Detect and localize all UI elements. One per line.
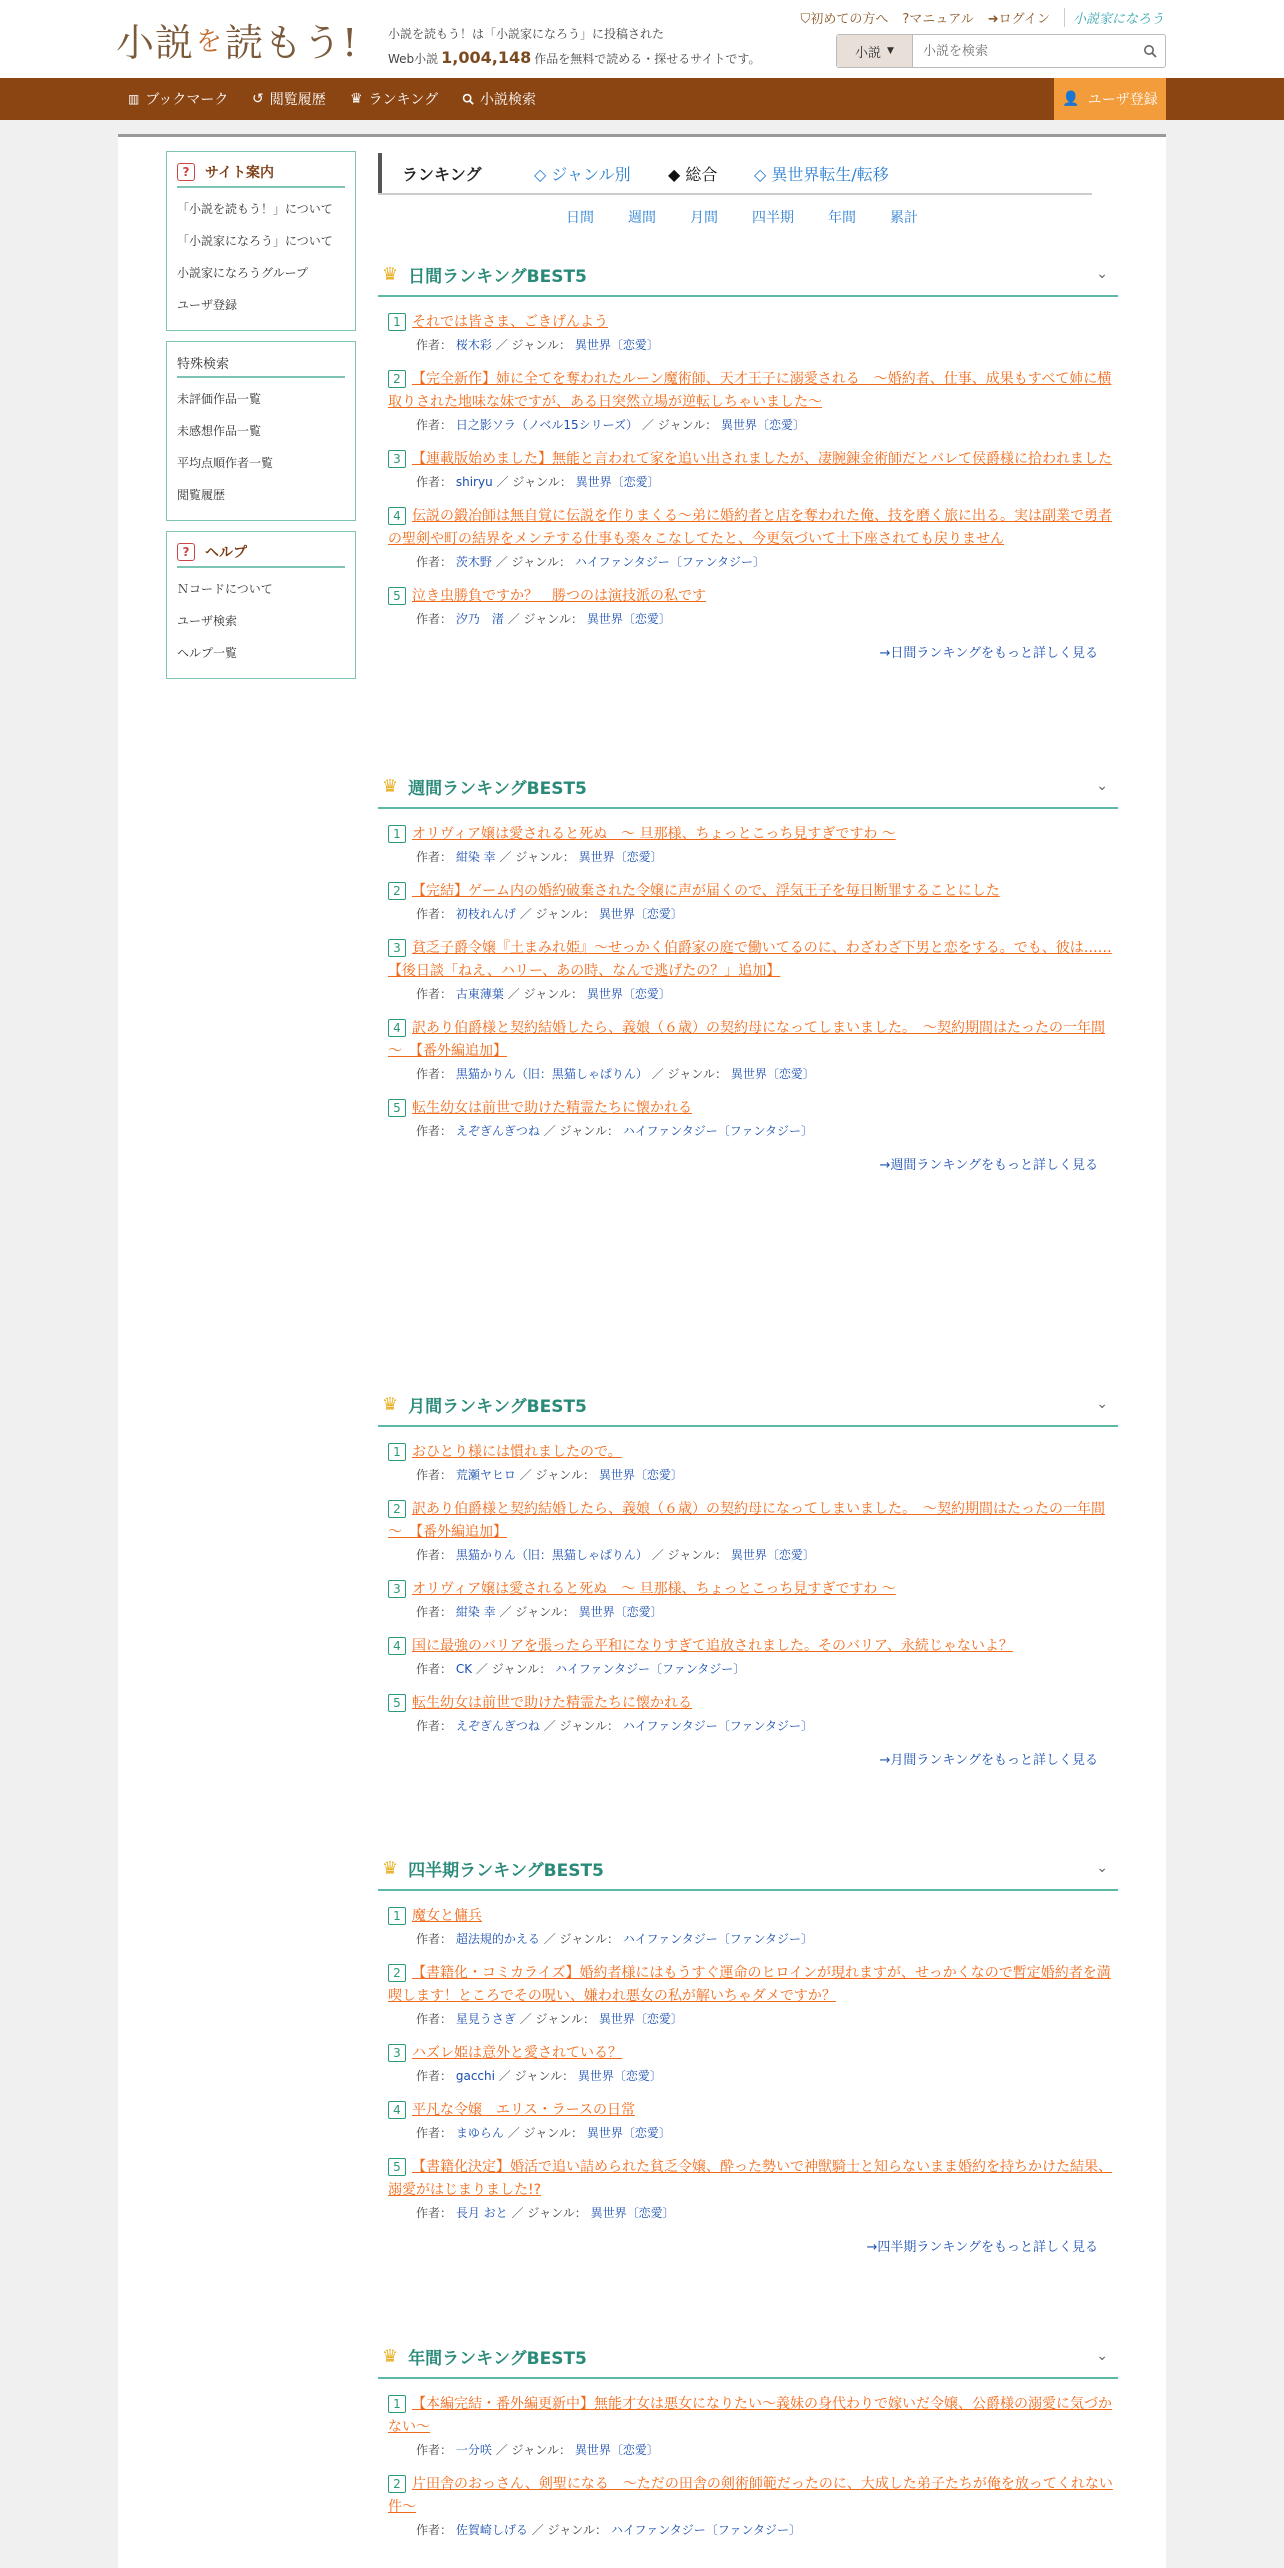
separator: ／ [499,850,512,864]
author-label: 作者： [416,2012,453,2026]
author-link[interactable]: 黒猫かりん（旧：黒猫しゃぱりん） [455,1067,648,1081]
list-item [388,1578,1118,1623]
search-input[interactable] [913,35,1135,67]
list-item [388,2099,1118,2144]
author-link[interactable]: shiryu [455,475,493,489]
author-link[interactable]: 日之影ソラ（ノベル15シリーズ） [455,418,639,432]
genre-link[interactable]: 異世界〔恋愛〕 [574,2443,659,2457]
list-item [388,2393,1118,2461]
separator: ／ [495,555,508,569]
genre-link[interactable]: 異世界〔恋愛〕 [598,2012,683,2026]
novel-title-link[interactable]: 訳あり伯爵様と契約結婚したら、義娘（６歳）の契約母になってしまいました。 ～契約期間はたったの一年間～ 【番外編追加】 [388,1020,1105,1059]
separator: ／ [511,2206,524,2220]
rank-number: 2 [388,2475,406,2493]
author-link[interactable]: まゆらん [455,2126,504,2140]
list-item [388,505,1118,573]
site-header [0,0,1284,78]
author-label: 作者： [416,2443,453,2457]
genre-label: ジャンル： [667,1067,727,1081]
login-icon: ➜ [987,12,999,27]
sidebar-item-register[interactable]: ユーザ登録 [177,297,238,312]
more-link[interactable]: →週間ランキングをもっと詳しく見る [879,1158,1098,1173]
bookmark-icon: ▥ [128,92,140,106]
section-title: 週間ランキングBEST5 [408,778,587,799]
list-item [388,937,1118,1005]
author-link[interactable]: CK [455,1662,473,1676]
list-item [388,311,1118,356]
subtab-weekly[interactable]: 週間 [628,210,656,226]
sidebar-item-help-list[interactable]: ヘルプ一覧 [177,645,238,660]
rank-number: 5 [388,1694,406,1712]
list-item [388,1635,1118,1680]
sidebar-item-group[interactable]: 小説家になろうグループ [177,265,309,280]
sidebar-guide [166,151,356,331]
question-icon: ? [902,12,910,27]
genre-link[interactable]: 異世界〔恋愛〕 [578,1605,663,1619]
tab-genre[interactable]: ◇ ジャンル別 [534,164,631,184]
author-label: 作者： [416,2523,453,2537]
list-item [388,1441,1118,1486]
author-link[interactable]: 桜木彩 [455,338,492,352]
sidebar-item-no-comments[interactable]: 未感想作品一覧 [177,423,262,438]
section-title: 日間ランキングBEST5 [408,266,587,287]
genre-link[interactable]: 異世界〔恋愛〕 [575,475,660,489]
genre-link[interactable]: ハイファンタジー〔ファンタジー〕 [610,2523,802,2537]
author-link[interactable]: 佐賀崎しげる [455,2523,528,2537]
novel-title-link[interactable]: 魔女と傭兵 [412,1908,482,1924]
author-label: 作者： [416,1932,453,1946]
genre-link[interactable]: 異世界〔恋愛〕 [574,338,659,352]
login-link[interactable]: ➜ログイン [987,12,1050,27]
novel-title-link[interactable]: 訳あり伯爵様と契約結婚したら、義娘（６歳）の契約母になってしまいました。 ～契約期間はたったの一年間～ 【番外編追加】 [388,1501,1105,1540]
author-label: 作者： [416,1719,453,1733]
nav-search[interactable]: 小説検索 [462,78,536,120]
separator: ／ [495,2443,508,2457]
list-item [388,2473,1118,2541]
author-label: 作者： [416,987,453,1001]
list-item [388,1905,1118,1950]
section-title: 月間ランキングBEST5 [408,1396,587,1417]
sidebar-guide-title: サイト案内 [205,165,275,181]
genre-link[interactable]: 異世界〔恋愛〕 [586,2126,671,2140]
logo-end: 読もう! [225,20,359,65]
site-logo[interactable] [116,14,358,64]
author-label: 作者： [416,1548,453,1562]
genre-label: ジャンル： [491,1662,552,1676]
history-icon: ↺ [252,91,264,107]
genre-link[interactable]: 異世界〔恋愛〕 [578,850,663,864]
genre-label: ジャンル： [535,1468,595,1482]
genre-link[interactable]: 異世界〔恋愛〕 [586,987,671,1001]
genre-link[interactable]: 異世界〔恋愛〕 [598,907,683,921]
rank-number: 3 [388,1580,406,1598]
list-item [388,368,1118,436]
search-button[interactable] [1135,35,1165,67]
period-tabs [378,203,1092,231]
tab-ranking: ランキング [378,153,518,193]
chevron-down-icon: ▼ [887,46,894,56]
author-link[interactable]: 古東薄葉 [455,987,504,1001]
genre-link[interactable]: ハイファンタジー〔ファンタジー〕 [622,1932,814,1946]
ranking-list [378,1441,1118,1737]
genre-label: ジャンル： [535,907,595,921]
separator: ／ [475,1662,488,1676]
list-item [388,1498,1118,1566]
section-header[interactable] [378,2335,1118,2379]
site-description [388,22,760,71]
author-link[interactable]: 紺染 幸 [455,850,496,864]
genre-link[interactable]: ハイファンタジー〔ファンタジー〕 [622,1719,814,1733]
bookmark-small-icon: ⛉ [800,12,811,27]
author-link[interactable]: 紺染 幸 [455,1605,496,1619]
genre-label: ジャンル： [523,987,583,1001]
section-header[interactable] [378,253,1118,297]
chevron-down-icon[interactable]: ⌄ [1096,266,1108,282]
separator: ／ [507,612,520,626]
logo-mid: を [196,26,224,57]
genre-link[interactable]: 異世界〔恋愛〕 [598,1468,683,1482]
genre-link[interactable]: 異世界〔恋愛〕 [577,2069,662,2083]
section-header[interactable] [378,1383,1118,1427]
more-link[interactable]: →四半期ランキングをもっと詳しく見る [866,2240,1098,2255]
novel-title-link[interactable]: 【完全新作】姉に全てを奪われたルーン魔術師、天才王子に溺愛される ～婚約者、仕事、成果もすべて姉に横取りされた地味な妹ですが、ある日突然立場が逆転しちゃいました～ [388,371,1112,410]
desc-prefix: Web小説 [388,52,439,66]
tab-overall[interactable]: ◆ 総合 [668,164,718,184]
genre-link[interactable]: 異世界〔恋愛〕 [721,418,806,432]
list-item [388,880,1118,925]
genre-link[interactable]: ハイファンタジー〔ファンタジー〕 [555,1662,746,1676]
rank-number: 1 [388,1907,406,1925]
author-label: 作者： [416,555,453,569]
separator: ／ [651,1548,664,1562]
crown-icon: ♛ [382,263,399,285]
separator: ／ [543,1124,556,1138]
genre-label: ジャンル： [547,2523,607,2537]
separator: ／ [499,1605,512,1619]
separator: ／ [495,338,508,352]
narou-logo-link[interactable]: 小説家になろう [1064,8,1164,27]
genre-link[interactable]: 異世界〔恋愛〕 [590,2206,675,2220]
work-count: 1,004,148 [441,48,532,67]
sidebar-help [166,531,356,679]
rank-number: 4 [388,507,406,525]
rank-number: 2 [388,1500,406,1518]
section-title: 年間ランキングBEST5 [408,2348,587,2369]
more-link[interactable]: →日間ランキングをもっと詳しく見る [879,646,1098,661]
genre-link[interactable]: 異世界〔恋愛〕 [586,612,671,626]
list-item [388,1962,1118,2030]
ranking-section-yearly [378,2335,1118,2553]
novel-title-link[interactable]: 国に最強のバリアを張ったら平和になりすぎて追放されました。そのバリア、永続じゃないよ？ [412,1638,1013,1654]
sidebar-item-about-narou[interactable]: 「小説家になろう」について [177,233,333,248]
subtab-yearly[interactable]: 年間 [828,210,856,226]
author-label: 作者： [416,2126,453,2140]
rank-number: 4 [388,1019,406,1037]
author-label: 作者： [416,475,453,489]
novel-title-link[interactable]: オリヴィア嬢は愛されると死ぬ ～ 旦那様、ちょっとこっち見すぎですわ ～ [412,1581,896,1597]
sidebar-item-about-yomou[interactable]: 「小説を読もう！」について [177,201,333,216]
author-label: 作者： [416,612,453,626]
author-label: 作者： [416,1662,453,1676]
separator: ／ [519,2012,532,2026]
genre-link[interactable]: 異世界〔恋愛〕 [730,1548,815,1562]
separator: ／ [519,1468,532,1482]
crown-icon: ♛ [382,1857,399,1879]
genre-link[interactable]: ハイファンタジー〔ファンタジー〕 [574,555,766,569]
novel-title-link[interactable]: 【書籍化・コミカライズ】婚約者様にはもうすぐ運命のヒロインが現れますが、せっかくなので暫定婚約者を満喫します！ところでその呪い、嫌われ悪女の私が解いちゃダメですか？ [388,1965,1111,2004]
novel-title-link[interactable]: 貧乏子爵令嬢『土まみれ姫』～せっかく伯爵家の庭で働いてるのに、わざわざ下男と恋をする。でも、彼は……【後日談「ねえ、ハリー、あの時、なんで逃げたの？」追加】 [388,940,1112,979]
top-links [801,8,1164,27]
separator: ／ [519,907,532,921]
rank-number: 1 [388,2395,406,2413]
genre-link[interactable]: 異世界〔恋愛〕 [730,1067,815,1081]
genre-label: ジャンル： [515,1605,575,1619]
separator: ／ [496,475,509,489]
genre-label: ジャンル： [559,1124,619,1138]
author-link[interactable]: 汐乃 渚 [455,612,504,626]
section-header[interactable] [378,765,1118,809]
sidebar-item-avg-authors[interactable]: 平均点順作者一覧 [177,455,274,470]
separator: ／ [543,1932,556,1946]
list-item [388,585,1118,630]
author-label: 作者： [416,418,453,432]
desc-line1: 小説を読もう！は「小説家になろう」に投稿された [388,27,665,41]
search-icon [1143,44,1157,58]
rank-number: 1 [388,313,406,331]
subtab-daily[interactable]: 日間 [566,210,594,226]
ranking-list [378,823,1118,1142]
genre-label: ジャンル： [514,2069,575,2083]
rank-number: 2 [388,370,406,388]
author-label: 作者： [416,2069,453,2083]
chevron-down-icon[interactable]: ⌄ [1096,2348,1108,2364]
nav-history[interactable]: ↺ 閲覧履歴 [252,91,326,108]
novel-title-link[interactable]: 【書籍化決定】婚活で追い詰められた貧乏令嬢、酔った勢いで神獣騎士と知らないまま婚約を持ちかけた結果、溺愛がはじまりました!? [388,2159,1112,2198]
sidebar-item-history[interactable]: 閲覧履歴 [177,487,226,502]
ranking-list [378,2393,1118,2541]
sidebar-item-ncode[interactable]: Ｎコードについて [177,581,273,596]
main-content [118,134,1166,2568]
genre-label: ジャンル： [535,2012,595,2026]
novel-title-link[interactable]: 【連載版始めました】無能と言われて家を追い出されましたが、凄腕錬金術師だとバレて侯爵様に拾われました [412,451,1112,467]
crown-icon: ♛ [382,775,399,797]
genre-label: ジャンル： [527,2206,587,2220]
separator: ／ [507,2126,520,2140]
novel-title-link[interactable]: 平凡な令嬢 エリス・ラースの日常 [412,2102,636,2118]
rank-number: 5 [388,2158,406,2176]
author-link[interactable]: 一分咲 [455,2443,492,2457]
user-icon: 👤 [1062,91,1080,107]
genre-label: ジャンル： [523,2126,583,2140]
rank-number: 4 [388,1637,406,1655]
novel-title-link[interactable]: 転生幼女は前世で助けた精霊たちに懐かれる [412,1100,692,1116]
genre-label: ジャンル： [512,475,572,489]
sidebar-special-search [166,341,356,521]
chevron-down-icon[interactable]: ⌄ [1096,778,1108,794]
nav-bookmark[interactable]: ▥ ブックマーク [128,92,229,108]
list-item [388,2042,1118,2087]
list-item [388,1097,1118,1142]
rank-number: 2 [388,1964,406,1982]
author-link[interactable]: 黒猫かりん（旧：黒猫しゃぱりん） [455,1548,648,1562]
author-label: 作者： [416,1605,453,1619]
tab-isekai[interactable]: ◇ 異世界転生/転移 [754,164,889,184]
novel-title-link[interactable]: 【本編完結・番外編更新中】無能才女は悪女になりたい～義妹の身代わりで嫁いだ令嬢、公爵様の溺愛に気づかない～ [388,2396,1112,2435]
author-link[interactable]: 初枝れんげ [455,907,516,921]
author-link[interactable]: 荒瀬ヤヒロ [455,1468,516,1482]
novel-title-link[interactable]: 転生幼女は前世で助けた精霊たちに懐かれる [412,1695,692,1711]
novel-title-link[interactable]: おひとり様には慣れましたので。 [412,1444,622,1460]
list-item [388,448,1118,493]
more-link[interactable]: →月間ランキングをもっと詳しく見る [879,1753,1098,1768]
genre-label: ジャンル： [559,1719,619,1733]
register-button[interactable]: 👤 ユーザ登録 [1054,78,1166,120]
search-form [836,34,1166,68]
subtab-total[interactable]: 累計 [890,210,918,226]
novel-title-link[interactable]: 【完結】ゲーム内の婚約破棄された令嬢に声が届くので、浮気王子を毎日断罪することにした [412,883,1000,899]
ranking-list [378,311,1118,630]
genre-link[interactable]: ハイファンタジー〔ファンタジー〕 [622,1124,814,1138]
author-label: 作者： [416,1067,453,1081]
help-icon: ? [177,543,195,561]
rank-number: 3 [388,450,406,468]
section-title: 四半期ランキングBEST5 [408,1860,604,1881]
subtab-monthly[interactable]: 月間 [690,210,718,226]
chevron-down-icon[interactable]: ⌄ [1096,1396,1108,1412]
separator: ／ [531,2523,544,2537]
list-item [388,1692,1118,1737]
main-navbar [0,78,1284,120]
ranking-section-weekly [378,765,1118,1173]
author-link[interactable]: 茨木野 [455,555,492,569]
rank-number: 1 [388,1443,406,1461]
list-item [388,823,1118,868]
rank-number: 3 [388,2044,406,2062]
separator: ／ [651,1067,664,1081]
novel-title-link[interactable]: ハズレ姫は意外と愛されている？ [412,2045,622,2061]
rank-number: 5 [388,1099,406,1117]
nav-ranking[interactable]: ♛ ランキング [350,91,439,108]
rank-number: 2 [388,882,406,900]
separator: ／ [641,418,654,432]
ranking-section-monthly [378,1383,1118,1768]
desc-suffix: 作品を無料で読める・探せるサイトです。 [534,52,761,66]
rank-number: 1 [388,825,406,843]
author-link[interactable]: 超法規的かえる [455,1932,540,1946]
author-label: 作者： [416,2206,453,2220]
genre-label: ジャンル： [511,2443,571,2457]
genre-label: ジャンル： [523,612,583,626]
author-label: 作者： [416,850,453,864]
sidebar-item-user-search[interactable]: ユーザ検索 [177,613,238,628]
ranking-section-daily [378,253,1118,661]
search-type-select[interactable]: 小説 ▼ [837,35,913,67]
novel-title-link[interactable]: 泣き虫勝負ですか？ 勝つのは演技派の私です [412,588,706,604]
list-item [388,2156,1118,2224]
novel-title-link[interactable]: 伝説の鍛冶師は無自覚に伝説を作りまくる～弟に婚約者と店を奪われた俺、技を磨く旅に出る。実は副業で勇者の聖剣や町の結界をメンテする仕事も楽々こなしてたと、今更気づいて土下座されても戻りません [388,508,1112,547]
logo-main: 小説 [116,20,195,65]
crown-icon: ♛ [382,1393,399,1415]
ranking-list [378,1905,1118,2224]
sidebar-item-unrated[interactable]: 未評価作品一覧 [177,391,262,406]
author-label: 作者： [416,1124,453,1138]
genre-label: ジャンル： [511,555,571,569]
section-header[interactable] [378,1847,1118,1891]
author-label: 作者： [416,1468,453,1482]
genre-label: ジャンル： [515,850,575,864]
author-link[interactable]: 長月 おと [455,2206,508,2220]
genre-label: ジャンル： [559,1932,619,1946]
novel-title-link[interactable]: オリヴィア嬢は愛されると死ぬ ～ 旦那様、ちょっとこっち見すぎですわ ～ [412,826,896,842]
author-label: 作者： [416,338,453,352]
author-label: 作者： [416,907,453,921]
sidebar-help-title: ヘルプ [205,545,247,561]
author-link[interactable]: えぞぎんぎつね [455,1124,540,1138]
rank-number: 3 [388,939,406,957]
ranking-section-quarterly [378,1847,1118,2255]
subtab-quarterly[interactable]: 四半期 [752,210,794,226]
crown-icon: ♛ [350,91,363,107]
manual-link[interactable]: ?マニュアル [902,12,974,27]
crown-icon: ♛ [382,2345,399,2367]
separator: ／ [507,987,520,1001]
rank-number: 5 [388,587,406,605]
novel-title-link[interactable]: それでは皆さま、ごきげんよう [412,314,608,330]
genre-label: ジャンル： [667,1548,727,1562]
genre-label: ジャンル： [657,418,718,432]
author-link[interactable]: 星見うさぎ [455,2012,516,2026]
search-icon [462,93,474,105]
sidebar-special-title: 特殊検索 [177,348,345,378]
chevron-down-icon[interactable]: ⌄ [1096,1860,1108,1876]
list-item [388,1017,1118,1085]
novel-title-link[interactable]: 片田舎のおっさん、剣聖になる ～ただの田舎の剣術師範だったのに、大成した弟子たちが俺を放ってくれない件～ [388,2476,1113,2515]
ranking-tabs [378,153,1092,195]
separator: ／ [498,2069,511,2083]
separator: ／ [543,1719,556,1733]
rank-number: 4 [388,2101,406,2119]
first-visit-link[interactable]: ⛉初めての方へ [800,12,889,27]
help-icon: ? [177,163,195,181]
author-link[interactable]: えぞぎんぎつね [455,1719,540,1733]
genre-label: ジャンル： [511,338,571,352]
author-link[interactable]: gacchi [455,2069,495,2083]
